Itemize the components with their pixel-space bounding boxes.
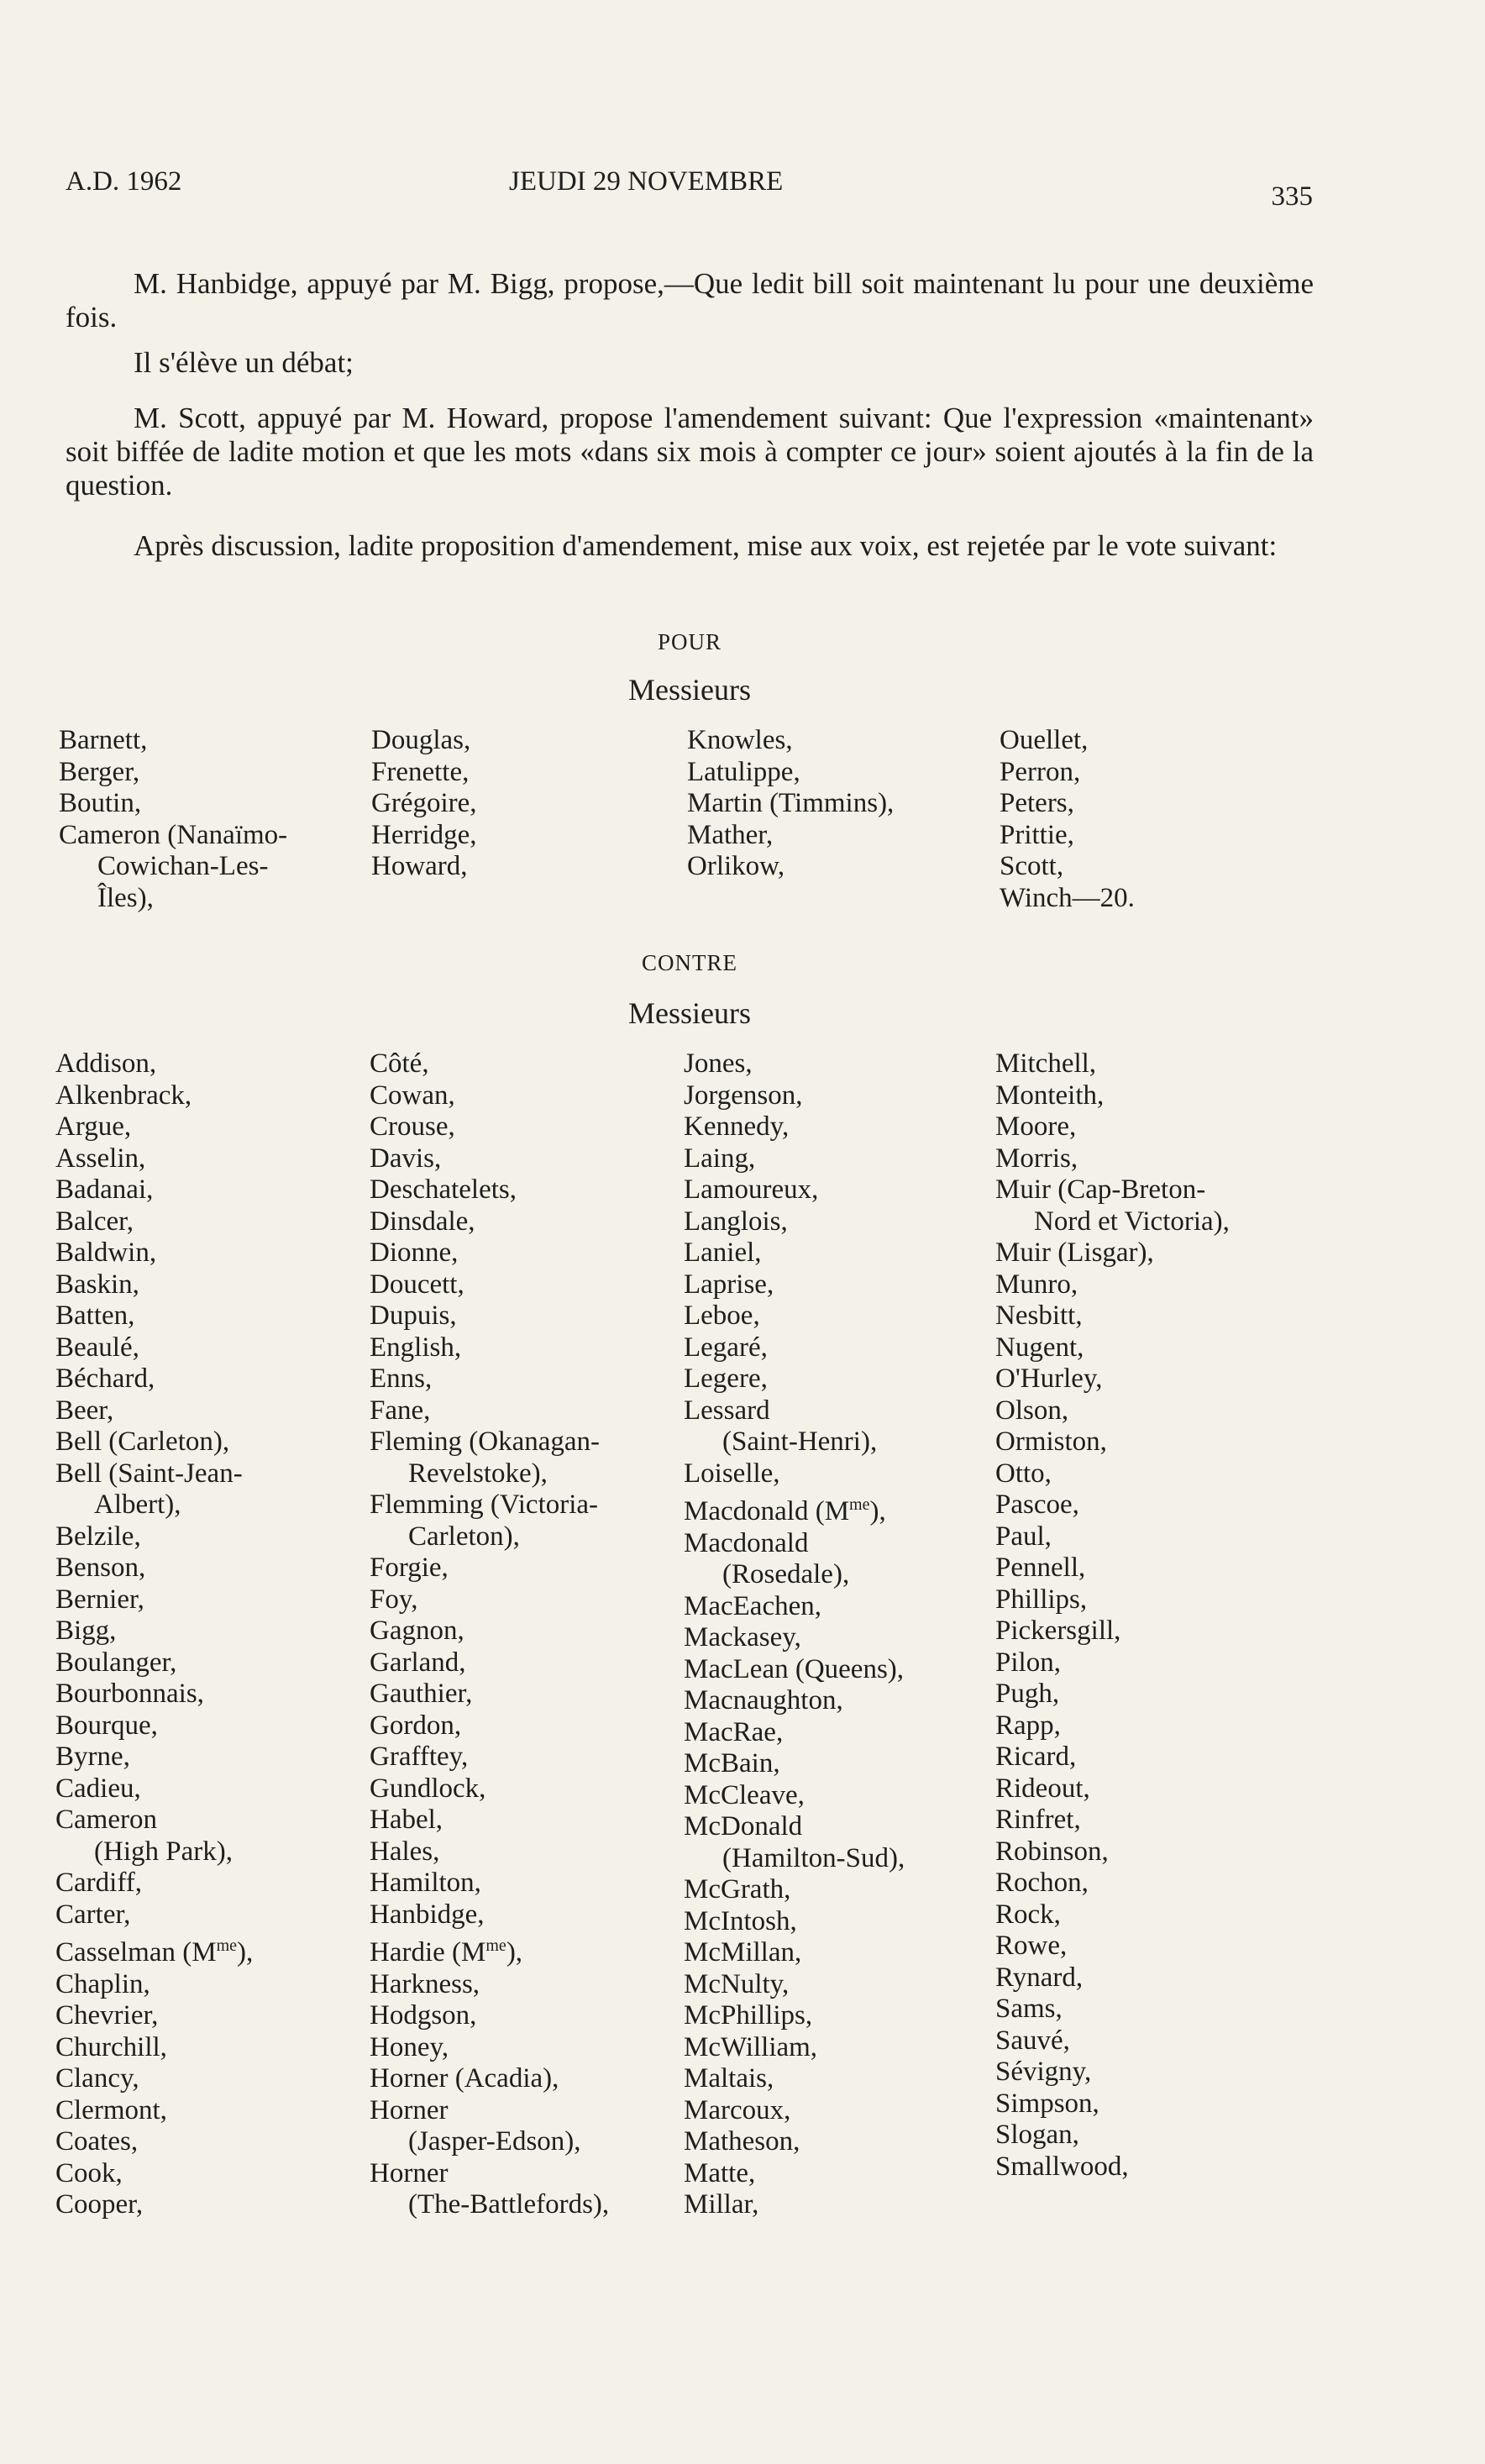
member-name: Grafftey, <box>370 1742 469 1772</box>
member-name: Batten, <box>55 1300 135 1331</box>
member-name: Ormiston, <box>995 1426 1107 1457</box>
member-name: Bell (Saint-Jean- <box>55 1458 243 1489</box>
member-name: Albert), <box>94 1489 181 1520</box>
pour-column <box>59 725 287 914</box>
member-name: Addison, <box>55 1048 157 1079</box>
debate-paragraph: Il s'élève un débat; <box>134 346 354 379</box>
member-name: Phillips, <box>995 1584 1088 1615</box>
member-name: Doucett, <box>370 1269 464 1300</box>
member-name: Berger, <box>59 756 140 787</box>
member-name: Otto, <box>995 1458 1052 1489</box>
member-name: Bell (Carleton), <box>55 1426 230 1457</box>
member-name: Frenette, <box>371 756 470 787</box>
member-name: Laing, <box>684 1143 756 1174</box>
member-name: Pascoe, <box>995 1489 1079 1520</box>
member-name: Gordon, <box>370 1710 462 1741</box>
contre-heading: CONTRE <box>642 950 737 975</box>
member-name: Macdonald <box>684 1527 809 1558</box>
member-name: Bernier, <box>55 1584 144 1615</box>
member-name: Chevrier, <box>55 2000 159 2031</box>
member-name: Cardiff, <box>55 1868 142 1898</box>
member-name: (High Park), <box>94 1836 233 1867</box>
page-number: 335 <box>1271 181 1313 212</box>
member-name: Cowan, <box>370 1080 455 1111</box>
member-name: Prittie, <box>1000 819 1074 850</box>
member-name: Matte, <box>684 2157 756 2188</box>
member-name: Gagnon, <box>370 1616 464 1646</box>
member-name: Peters, <box>1000 788 1074 818</box>
member-name: Coates, <box>55 2126 139 2157</box>
amendment-paragraph: M. Scott, appuyé par M. Howard, propose l'amendement suivant: Que l'expression «maintenant» soit biffée de ladite motion et que les mots «dans six mois à compter ce jour» soient ajoutés à la fin de la question. <box>66 402 1314 502</box>
member-name: McCleave, <box>684 1779 805 1810</box>
member-name: Robinson, <box>995 1836 1109 1867</box>
member-name: McGrath, <box>684 1874 791 1904</box>
member-name: Benson, <box>55 1552 146 1583</box>
member-name: Rapp, <box>995 1710 1061 1741</box>
member-name: Harkness, <box>370 1968 480 1999</box>
member-name: Macnaughton, <box>684 1685 843 1715</box>
member-name: Douglas, <box>371 725 471 755</box>
member-name: Smallwood, <box>995 2151 1129 2182</box>
member-name: Pennell, <box>995 1552 1086 1583</box>
member-name: Lessard <box>684 1395 770 1426</box>
member-name: Cooper, <box>55 2189 144 2220</box>
motion-paragraph: M. Hanbidge, appuyé par M. Bigg, propose,—Que ledit bill soit maintenant lu pour une deuxième fois. <box>66 267 1314 334</box>
member-name: Horner (Acadia), <box>370 2063 559 2094</box>
member-name: Loiselle, <box>684 1458 780 1489</box>
member-name: Simpson, <box>995 2088 1099 2119</box>
member-name: Bourque, <box>55 1710 158 1741</box>
member-name: Marcoux, <box>684 2094 791 2125</box>
header-date: JEUDI 29 NOVEMBRE <box>509 166 784 197</box>
member-name: Enns, <box>370 1363 433 1394</box>
member-name: Asselin, <box>55 1143 146 1174</box>
pour-column <box>687 725 894 883</box>
member-name: Cowichan-Les- <box>97 851 269 881</box>
member-name: Nord et Victoria), <box>1034 1206 1230 1237</box>
member-name: Martin (Timmins), <box>687 788 895 818</box>
member-name: Rinfret, <box>995 1805 1081 1835</box>
member-name: Muir (Lisgar), <box>995 1237 1154 1268</box>
member-name: McDonald <box>684 1811 803 1841</box>
member-name: Laniel, <box>684 1237 762 1268</box>
member-name: Grégoire, <box>371 788 477 818</box>
member-name: Honey, <box>370 2031 449 2062</box>
member-name: Mackasey, <box>684 1622 801 1652</box>
member-name: Davis, <box>370 1143 442 1174</box>
member-name: Casselman $(M^{me})$, <box>55 1936 254 1968</box>
member-name: MacRae, <box>684 1716 784 1747</box>
member-name: Nugent, <box>995 1332 1084 1363</box>
member-name: Hardie $(M^{me})$, <box>370 1936 523 1968</box>
header-year: A.D. 1962 <box>66 166 182 197</box>
member-name: Boutin, <box>59 788 142 818</box>
member-name: Latulippe, <box>687 756 800 787</box>
contre-subheading: Messieurs <box>628 996 751 1030</box>
member-name: Olson, <box>995 1395 1069 1426</box>
member-name: (Saint-Henri), <box>722 1426 878 1457</box>
member-name: McNulty, <box>684 1968 790 1999</box>
member-name: Carter, <box>55 1899 131 1930</box>
member-name: Beaulé, <box>55 1332 139 1363</box>
member-name: Beer, <box>55 1395 114 1426</box>
member-name: Sévigny, <box>995 2057 1092 2087</box>
member-name: English, <box>370 1332 462 1363</box>
member-name: Herridge, <box>371 819 477 850</box>
member-name: Pickersgill, <box>995 1616 1121 1646</box>
member-name: Clermont, <box>55 2094 167 2125</box>
member-name: Boulanger, <box>55 1647 177 1678</box>
member-name: Sams, <box>995 1994 1063 2024</box>
member-name: Côté, <box>370 1048 429 1079</box>
member-name: Cook, <box>55 2157 123 2188</box>
member-name: Gundlock, <box>370 1773 486 1804</box>
member-name: Ouellet, <box>1000 725 1089 755</box>
member-name: Nesbitt, <box>995 1300 1083 1331</box>
member-name: Garland, <box>370 1647 466 1678</box>
member-name: Moore, <box>995 1111 1077 1142</box>
member-name: Hodgson, <box>370 2000 477 2031</box>
member-name: Habel, <box>370 1805 443 1835</box>
member-name: Sauvé, <box>995 2025 1070 2056</box>
contre-column <box>55 1048 253 2221</box>
member-name: Forgie, <box>370 1552 449 1583</box>
member-name: Monteith, <box>995 1080 1105 1111</box>
member-name: Mitchell, <box>995 1048 1097 1079</box>
member-name: Horner <box>370 2157 449 2188</box>
member-name: Crouse, <box>370 1111 455 1142</box>
member-name: Dionne, <box>370 1237 459 1268</box>
member-name: Argue, <box>55 1111 132 1142</box>
member-name: Knowles, <box>687 725 793 755</box>
contre-column <box>370 1048 609 2221</box>
pour-column <box>1000 725 1135 914</box>
member-name: Legere, <box>684 1363 768 1394</box>
pour-column <box>371 725 477 883</box>
member-name: Fane, <box>370 1395 431 1426</box>
member-name: Slogan, <box>995 2120 1079 2150</box>
member-name: Clancy, <box>55 2063 139 2094</box>
member-name: Macdonald $(M^{me})$, <box>684 1495 886 1526</box>
member-name: Rowe, <box>995 1931 1068 1961</box>
member-name: Mather, <box>687 819 774 850</box>
contre-column <box>684 1048 905 2221</box>
member-name: Ricard, <box>995 1742 1077 1772</box>
member-name: (The-Battlefords), <box>408 2189 610 2220</box>
pour-heading: POUR <box>657 629 722 654</box>
member-name: Bourbonnais, <box>55 1679 204 1709</box>
member-name: Revelstoke), <box>408 1458 548 1489</box>
member-name: McWilliam, <box>684 2031 818 2062</box>
contre-column <box>995 1048 1230 2183</box>
member-name: (Hamilton-Sud), <box>722 1842 905 1873</box>
running-header <box>66 166 1313 212</box>
member-name: McPhillips, <box>684 2000 813 2031</box>
member-name: Byrne, <box>55 1742 130 1772</box>
member-name: Jorgenson, <box>684 1080 803 1111</box>
member-name: McIntosh, <box>684 1905 797 1936</box>
member-name: (Jasper-Edson), <box>408 2126 581 2157</box>
member-name: Foy, <box>370 1584 418 1615</box>
member-name: Muir (Cap-Breton- <box>995 1174 1206 1205</box>
member-name: Hanbidge, <box>370 1899 485 1930</box>
member-name: Churchill, <box>55 2031 167 2062</box>
member-name: Legaré, <box>684 1332 768 1363</box>
member-name: Howard, <box>371 851 468 881</box>
member-name: Baldwin, <box>55 1237 157 1268</box>
member-name: Bigg, <box>55 1616 117 1646</box>
member-name: Alkenbrack, <box>55 1080 192 1111</box>
member-name: McBain, <box>684 1748 780 1778</box>
member-name: Dinsdale, <box>370 1206 475 1237</box>
member-name: Rideout, <box>995 1773 1090 1804</box>
member-name: Îles), <box>97 882 154 913</box>
member-name: O'Hurley, <box>995 1363 1103 1394</box>
member-name: Paul, <box>995 1521 1052 1552</box>
member-name: Perron, <box>1000 756 1081 787</box>
vote-paragraph: Après discussion, ladite proposition d'amendement, mise aux voix, est rejetée par le vote suivant: <box>134 529 1278 562</box>
member-name: Cameron (Nanaïmo- <box>59 819 288 850</box>
member-name: Hamilton, <box>370 1868 481 1898</box>
member-name: Hales, <box>370 1836 440 1867</box>
member-name: Flemming (Victoria- <box>370 1489 599 1520</box>
member-name: Béchard, <box>55 1363 155 1394</box>
member-name: Horner <box>370 2094 449 2125</box>
member-name: MacLean (Queens), <box>684 1653 905 1684</box>
member-name: Rock, <box>995 1899 1061 1930</box>
member-name: Pugh, <box>995 1679 1060 1709</box>
member-name: McMillan, <box>684 1937 802 1968</box>
member-name: Belzile, <box>55 1521 141 1552</box>
member-name: Deschatelets, <box>370 1174 517 1205</box>
member-name: Chaplin, <box>55 1968 150 1999</box>
member-name: Laprise, <box>684 1269 774 1300</box>
member-name: Gauthier, <box>370 1679 473 1709</box>
member-name: Millar, <box>684 2189 759 2220</box>
member-name: Barnett, <box>59 725 148 755</box>
member-name: Carleton), <box>408 1521 520 1552</box>
member-name: (Rosedale), <box>722 1559 850 1589</box>
member-name: Badanai, <box>55 1174 154 1205</box>
member-name: Morris, <box>995 1143 1078 1174</box>
member-name: Kennedy, <box>684 1111 790 1142</box>
member-name: Leboe, <box>684 1300 760 1331</box>
member-name: Maltais, <box>684 2063 774 2094</box>
member-name: Dupuis, <box>370 1300 457 1331</box>
member-name: Jones, <box>684 1048 753 1079</box>
member-name: Rochon, <box>995 1868 1089 1898</box>
member-name: Lamoureux, <box>684 1174 819 1205</box>
member-name: Baskin, <box>55 1269 139 1300</box>
member-name: Cameron <box>55 1805 157 1835</box>
member-name: Balcer, <box>55 1206 134 1237</box>
member-name: MacEachen, <box>684 1590 821 1621</box>
pour-subheading: Messieurs <box>628 673 751 707</box>
member-name: Rynard, <box>995 1962 1084 1993</box>
member-name: Matheson, <box>684 2126 800 2157</box>
member-name: Cadieu, <box>55 1773 141 1804</box>
member-name: Munro, <box>995 1269 1078 1300</box>
member-name: Orlikow, <box>687 851 785 881</box>
member-name: Fleming (Okanagan- <box>370 1426 601 1457</box>
member-name: Scott, <box>1000 851 1064 881</box>
member-name: Winch—20. <box>1000 882 1135 913</box>
member-name: Pilon, <box>995 1647 1061 1678</box>
member-name: Langlois, <box>684 1206 788 1237</box>
